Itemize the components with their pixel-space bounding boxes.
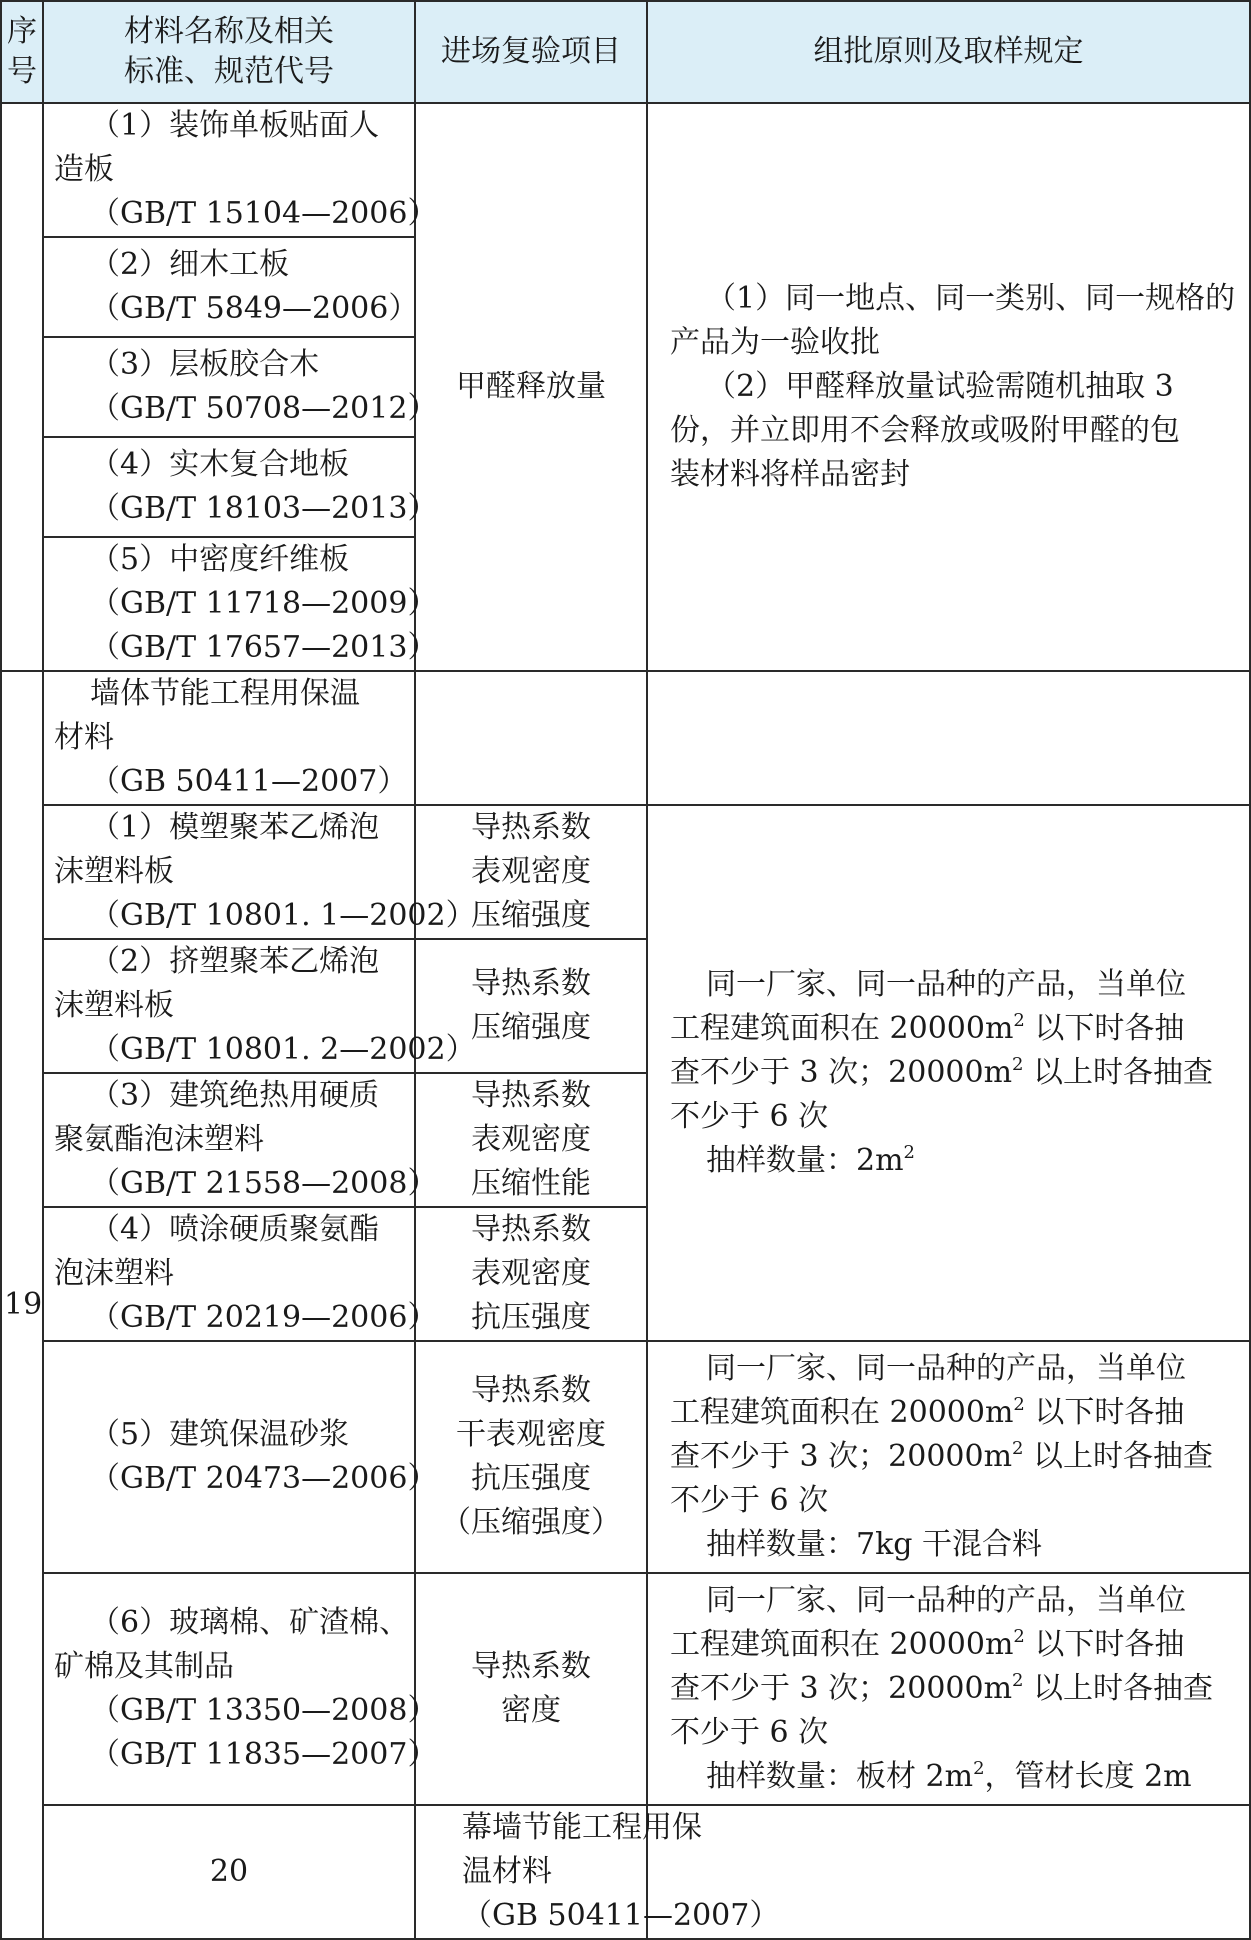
rules-cell-empty: [647, 671, 1250, 805]
table-row: [1, 103, 1250, 237]
material-cell: （5）中密度纤维板 （GB/T 11718—2009） （GB/T 17657—2013）: [43, 537, 415, 671]
material-cell: （1）装饰单板贴面人 造板 （GB/T 15104—2006）: [43, 103, 415, 237]
header-row: [1, 1, 1250, 103]
material-cell: （3）建筑绝热用硬质 聚氨酯泡沫塑料 （GB/T 21558—2008）: [43, 1073, 415, 1207]
header-seq: 序 号: [1, 1, 43, 103]
items-cell: 甲醛释放量: [415, 103, 647, 671]
material-cell: （2）挤塑聚苯乙烯泡 沫塑料板 （GB/T 10801. 2—2002）: [43, 939, 415, 1073]
material-cell: 幕墙节能工程用保 温材料 （GB 50411—2007）: [415, 1805, 647, 1939]
items-cell: 导热系数 干表观密度 抗压强度 （压缩强度）: [415, 1341, 647, 1573]
material-cell: （1）模塑聚苯乙烯泡 沫塑料板 （GB/T 10801. 1—2002）: [43, 805, 415, 939]
items-cell: 导热系数 表观密度 抗压强度: [415, 1207, 647, 1341]
table-row: [1, 805, 1250, 939]
header-items: 进场复验项目: [415, 1, 647, 103]
rules-cell: 同一厂家、同一品种的产品，当单位 工程建筑面积在 $20000m^2$ 以下时各抽 查不少于 3 次；$20000m^2$ 以上时各抽查 不少于 6 次 抽样数量：$2m^2$: [647, 805, 1250, 1341]
material-cell: （2）细木工板 （GB/T 5849—2006）: [43, 237, 415, 337]
items-cell: 导热系数 压缩强度: [415, 939, 647, 1073]
table-row: [1, 671, 1250, 805]
header-rules: 组批原则及取样规定: [647, 1, 1250, 103]
seq-cell-empty: [1, 103, 43, 671]
material-cell: （5）建筑保温砂浆 （GB/T 20473—2006）: [43, 1341, 415, 1573]
seq-cell: 19: [1, 671, 43, 1939]
items-cell: 导热系数 表观密度 压缩性能: [415, 1073, 647, 1207]
items-cell: 导热系数 密度: [415, 1573, 647, 1805]
rules-cell: 同一厂家、同一品种的产品，当单位 工程建筑面积在 $20000m^2$ 以下时各抽 查不少于 3 次；$20000m^2$ 以上时各抽查 不少于 6 次 抽样数量：7kg 干混合料: [647, 1341, 1250, 1573]
table-row: [1, 1573, 1250, 1805]
material-cell: （3）层板胶合木 （GB/T 50708—2012）: [43, 337, 415, 437]
table-row: [1, 1805, 1250, 1939]
rules-cell: （1）同一地点、同一类别、同一规格的 产品为一验收批 （2）甲醛释放量试验需随机抽取 3 份，并立即用不会释放或吸附甲醛的包 装材料将样品密封: [647, 103, 1250, 671]
material-cell: （4）实木复合地板 （GB/T 18103—2013）: [43, 437, 415, 537]
material-cell: （4）喷涂硬质聚氨酯 泡沫塑料 （GB/T 20219—2006）: [43, 1207, 415, 1341]
table-row: [1, 1341, 1250, 1573]
items-cell-empty: [415, 671, 647, 805]
rules-cell: 同一厂家、同一品种的产品，当单位 工程建筑面积在 $20000m^2$ 以下时各抽 查不少于 3 次；$20000m^2$ 以上时各抽查 不少于 6 次 抽样数量：板材 $2m^2$，管材长度 2m: [647, 1573, 1250, 1805]
seq-cell: 20: [43, 1805, 415, 1939]
material-cell: 墙体节能工程用保温 材料 （GB 50411—2007）: [43, 671, 415, 805]
header-material: 材料名称及相关 标准、规范代号: [43, 1, 415, 103]
material-cell: （6）玻璃棉、矿渣棉、 矿棉及其制品 （GB/T 13350—2008） （GB/T 11835—2007）: [43, 1573, 415, 1805]
items-cell: 导热系数 表观密度 压缩强度: [415, 805, 647, 939]
